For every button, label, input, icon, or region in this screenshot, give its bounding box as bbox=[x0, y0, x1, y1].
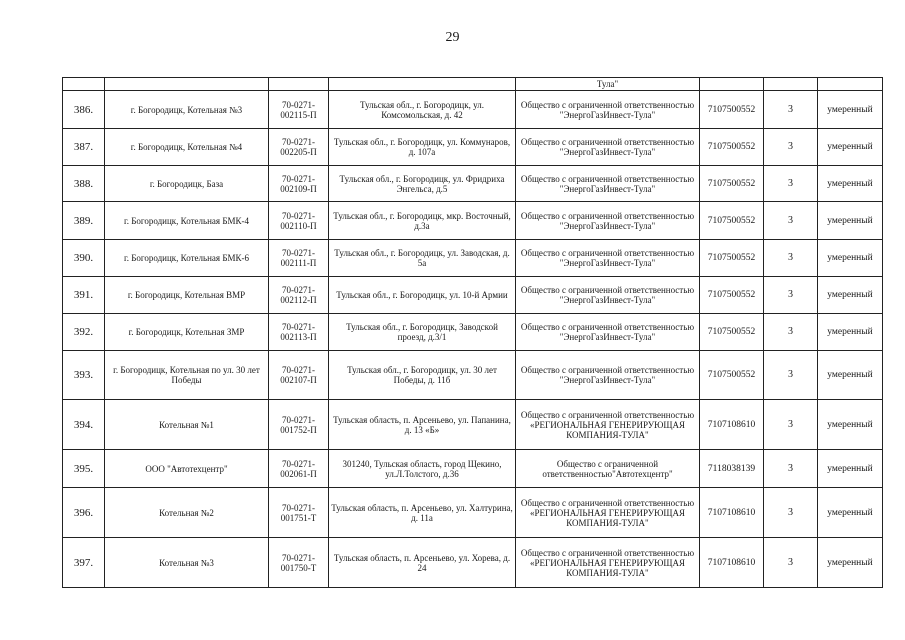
cell-name: Котельная №1 bbox=[105, 400, 269, 450]
cell-num bbox=[63, 78, 105, 91]
table-row bbox=[63, 91, 883, 129]
cell-num: 389. bbox=[63, 202, 105, 240]
cell-code: 70-0271-002109-П bbox=[269, 166, 329, 202]
cell-num: 394. bbox=[63, 400, 105, 450]
cell-name: ООО "Автотехцентр" bbox=[105, 450, 269, 488]
cell-num: 391. bbox=[63, 277, 105, 314]
cell-address: Тульская область, п. Арсеньево, ул. Халтурина, д. 11а bbox=[329, 488, 516, 538]
cell-owner: Общество с ограниченной ответственностью "ЭнергоГазИнвест-Тула" bbox=[516, 129, 700, 166]
cell-name: Котельная №3 bbox=[105, 538, 269, 588]
cell-risk: умеренный bbox=[818, 314, 883, 351]
cell-category: 3 bbox=[764, 450, 818, 488]
cell-inn bbox=[700, 78, 764, 91]
cell-owner: Тула" bbox=[516, 78, 700, 91]
cell-risk: умеренный bbox=[818, 129, 883, 166]
cell-category: 3 bbox=[764, 314, 818, 351]
cell-name: г. Богородицк, Котельная БМК-6 bbox=[105, 240, 269, 277]
cell-inn: 7107500552 bbox=[700, 91, 764, 129]
cell-owner: Общество с ограниченной ответственностью"Автотехцентр" bbox=[516, 450, 700, 488]
cell-risk: умеренный bbox=[818, 351, 883, 400]
cell-risk: умеренный bbox=[818, 202, 883, 240]
cell-inn: 7107500552 bbox=[700, 202, 764, 240]
cell-name bbox=[105, 78, 269, 91]
cell-inn: 7107500552 bbox=[700, 129, 764, 166]
cell-num: 388. bbox=[63, 166, 105, 202]
cell-risk: умеренный bbox=[818, 400, 883, 450]
cell-address: Тульская обл., г. Богородицк, ул. Коммунаров, д. 107а bbox=[329, 129, 516, 166]
cell-owner: Общество с ограниченной ответственностью «РЕГИОНАЛЬНАЯ ГЕНЕРИРУЮЩАЯ КОМПАНИЯ-ТУЛА" bbox=[516, 538, 700, 588]
cell-address: Тульская обл., г. Богородицк, ул. Комсомольская, д. 42 bbox=[329, 91, 516, 129]
cell-address: Тульская обл., г. Богородицк, ул. Фридриха Энгельса, д.5 bbox=[329, 166, 516, 202]
cell-category: 3 bbox=[764, 91, 818, 129]
cell-address bbox=[329, 78, 516, 91]
table-row-continuation bbox=[63, 78, 883, 91]
cell-name: г. Богородицк, База bbox=[105, 166, 269, 202]
cell-num: 393. bbox=[63, 351, 105, 400]
cell-category: 3 bbox=[764, 538, 818, 588]
table-row bbox=[63, 277, 883, 314]
cell-code: 70-0271-002110-П bbox=[269, 202, 329, 240]
cell-owner: Общество с ограниченной ответственностью "ЭнергоГазИнвест-Тула" bbox=[516, 91, 700, 129]
cell-name: г. Богородицк, Котельная №3 bbox=[105, 91, 269, 129]
cell-num: 390. bbox=[63, 240, 105, 277]
cell-code: 70-0271-002113-П bbox=[269, 314, 329, 351]
cell-inn: 7107108610 bbox=[700, 400, 764, 450]
cell-code: 70-0271-001751-Т bbox=[269, 488, 329, 538]
table-row bbox=[63, 351, 883, 400]
cell-code: 70-0271-002115-П bbox=[269, 91, 329, 129]
cell-owner: Общество с ограниченной ответственностью "ЭнергоГазИнвест-Тула" bbox=[516, 240, 700, 277]
cell-address: Тульская область, п. Арсеньево, ул. Хорева, д. 24 bbox=[329, 538, 516, 588]
cell-risk: умеренный bbox=[818, 488, 883, 538]
cell-owner: Общество с ограниченной ответственностью «РЕГИОНАЛЬНАЯ ГЕНЕРИРУЮЩАЯ КОМПАНИЯ-ТУЛА" bbox=[516, 488, 700, 538]
cell-inn: 7107108610 bbox=[700, 488, 764, 538]
cell-category: 3 bbox=[764, 166, 818, 202]
cell-name: г. Богородицк, Котельная по ул. 30 лет Победы bbox=[105, 351, 269, 400]
cell-num: 397. bbox=[63, 538, 105, 588]
cell-risk: умеренный bbox=[818, 166, 883, 202]
cell-owner: Общество с ограниченной ответственностью "ЭнергоГазИнвест-Тула" bbox=[516, 277, 700, 314]
cell-risk: умеренный bbox=[818, 277, 883, 314]
cell-name: г. Богородицк, Котельная ЗМР bbox=[105, 314, 269, 351]
cell-code: 70-0271-001752-П bbox=[269, 400, 329, 450]
cell-num: 387. bbox=[63, 129, 105, 166]
cell-owner: Общество с ограниченной ответственностью "ЭнергоГазИнвест-Тула" bbox=[516, 351, 700, 400]
table-row bbox=[63, 202, 883, 240]
cell-address: Тульская обл., г. Богородицк, ул. 30 лет Победы, д. 11б bbox=[329, 351, 516, 400]
cell-code: 70-0271-002205-П bbox=[269, 129, 329, 166]
cell-inn: 7107500552 bbox=[700, 277, 764, 314]
table-row bbox=[63, 400, 883, 450]
cell-name: Котельная №2 bbox=[105, 488, 269, 538]
cell-name: г. Богородицк, Котельная ВМР bbox=[105, 277, 269, 314]
cell-num: 396. bbox=[63, 488, 105, 538]
cell-category: 3 bbox=[764, 240, 818, 277]
cell-owner: Общество с ограниченной ответственностью "ЭнергоГазИнвест-Тула" bbox=[516, 314, 700, 351]
cell-owner: Общество с ограниченной ответственностью «РЕГИОНАЛЬНАЯ ГЕНЕРИРУЮЩАЯ КОМПАНИЯ-ТУЛА" bbox=[516, 400, 700, 450]
table-row bbox=[63, 314, 883, 351]
table-row bbox=[63, 488, 883, 538]
table-row bbox=[63, 240, 883, 277]
cell-inn: 7107500552 bbox=[700, 351, 764, 400]
cell-risk: умеренный bbox=[818, 91, 883, 129]
cell-owner: Общество с ограниченной ответственностью "ЭнергоГазИнвест-Тула" bbox=[516, 166, 700, 202]
cell-num: 392. bbox=[63, 314, 105, 351]
cell-code: 70-0271-002107-П bbox=[269, 351, 329, 400]
cell-category: 3 bbox=[764, 277, 818, 314]
registry-table bbox=[62, 77, 883, 588]
cell-address: Тульская обл., г. Богородицк, ул. 10-й Армии bbox=[329, 277, 516, 314]
cell-category: 3 bbox=[764, 202, 818, 240]
cell-inn: 7107500552 bbox=[700, 240, 764, 277]
table-body bbox=[63, 78, 883, 588]
cell-category: 3 bbox=[764, 400, 818, 450]
cell-name: г. Богородицк, Котельная №4 bbox=[105, 129, 269, 166]
cell-address: Тульская обл., г. Богородицк, мкр. Восточный, д.3а bbox=[329, 202, 516, 240]
cell-num: 395. bbox=[63, 450, 105, 488]
cell-address: Тульская обл., г. Богородицк, ул. Заводская, д. 5а bbox=[329, 240, 516, 277]
cell-category: 3 bbox=[764, 351, 818, 400]
table-row bbox=[63, 129, 883, 166]
cell-address: Тульская область, п. Арсеньево, ул. Папанина, д. 13 «Б» bbox=[329, 400, 516, 450]
cell-code: 70-0271-001750-Т bbox=[269, 538, 329, 588]
cell-inn: 7107108610 bbox=[700, 538, 764, 588]
cell-risk: умеренный bbox=[818, 450, 883, 488]
cell-owner: Общество с ограниченной ответственностью "ЭнергоГазИнвест-Тула" bbox=[516, 202, 700, 240]
page-number: 29 bbox=[445, 30, 460, 45]
cell-risk bbox=[818, 78, 883, 91]
table-row bbox=[63, 166, 883, 202]
cell-inn: 7107500552 bbox=[700, 166, 764, 202]
cell-inn: 7118038139 bbox=[700, 450, 764, 488]
cell-address: 301240, Тульская область, город Щекино, ул.Л.Толстого, д.36 bbox=[329, 450, 516, 488]
table-row bbox=[63, 450, 883, 488]
cell-name: г. Богородицк, Котельная БМК-4 bbox=[105, 202, 269, 240]
cell-risk: умеренный bbox=[818, 240, 883, 277]
cell-category: 3 bbox=[764, 488, 818, 538]
cell-code: 70-0271-002061-П bbox=[269, 450, 329, 488]
cell-code: 70-0271-002111-П bbox=[269, 240, 329, 277]
cell-code: 70-0271-002112-П bbox=[269, 277, 329, 314]
cell-category: 3 bbox=[764, 129, 818, 166]
cell-risk: умеренный bbox=[818, 538, 883, 588]
cell-code bbox=[269, 78, 329, 91]
cell-inn: 7107500552 bbox=[700, 314, 764, 351]
table-row bbox=[63, 538, 883, 588]
cell-category bbox=[764, 78, 818, 91]
cell-num: 386. bbox=[63, 91, 105, 129]
cell-address: Тульская обл., г. Богородицк, Заводской проезд, д.3/1 bbox=[329, 314, 516, 351]
